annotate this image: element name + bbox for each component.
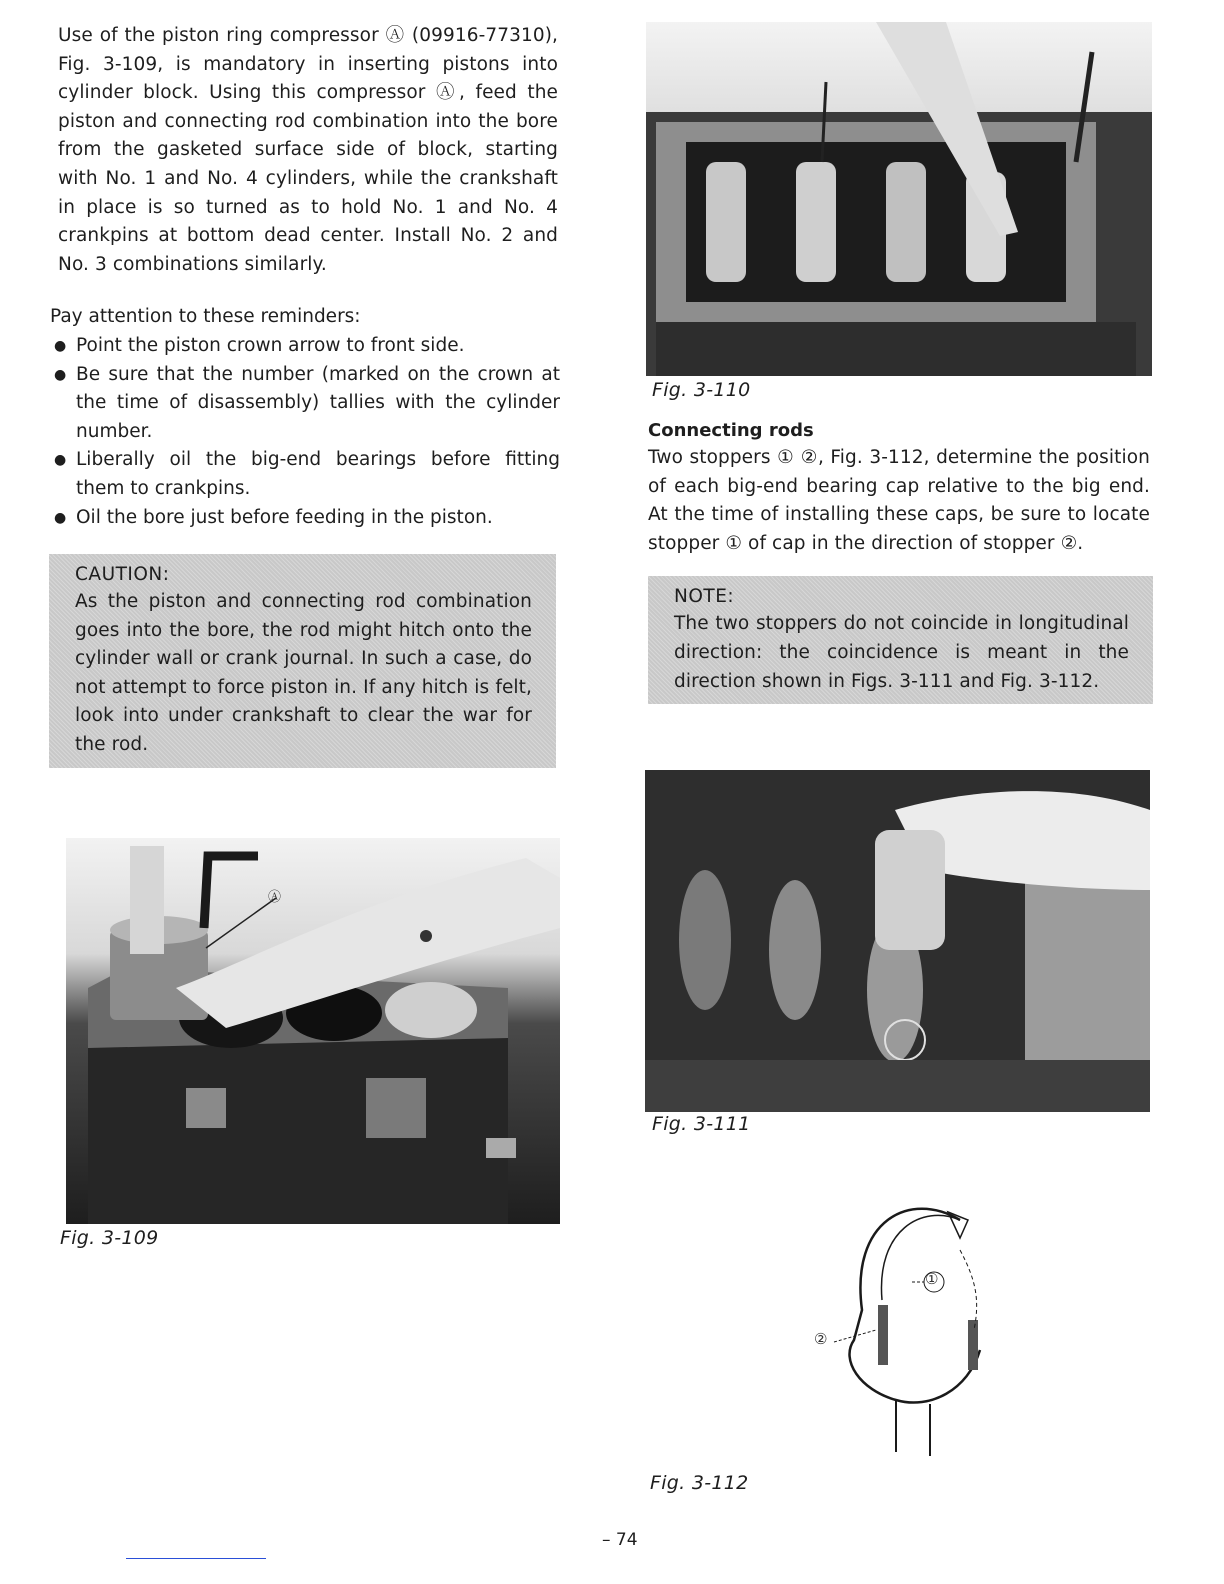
figure-3-109-caption: Fig. 3-109 [60,1227,159,1249]
figure-3-111-photo [645,770,1150,1112]
figure-3-112-caption: Fig. 3-112 [650,1472,749,1494]
figure-3-112-drawing [800,1190,1010,1470]
note-text: The two stoppers do not coincide in longitudinal direction: the coincidence is meant in the direction shown in Figs. 3-111 and Fig. 3-112. [674,613,1129,692]
figure-3-111-caption: Fig. 3-111 [652,1113,751,1135]
caution-title: CAUTION: [75,564,170,586]
figure-3-110-drawing [646,22,1152,376]
page-number: – 74 [602,1530,638,1550]
connecting-rods-text: Two stoppers ① ②, Fig. 3-112, determine the position of each big-end bearing cap relative to the big end. At the time of installing these caps, be sure to locate stopper ① of cap in the direction of stopper ②. [648,447,1150,554]
caution-box [49,554,556,768]
figure-3-110-caption: Fig. 3-110 [652,379,751,401]
list-item: ● Point the piston crown arrow to front side. [50,332,560,361]
reminders-heading: Pay attention to these reminders: [50,306,361,328]
figure-3-109-drawing [66,838,560,1224]
note-title: NOTE: [674,586,735,608]
right-column-text [648,402,1150,704]
figure-3-112-label-2: ② [814,1330,828,1348]
list-item: ● Oil the bore just before feeding in the piston. [50,504,560,533]
bullet-icon: ● [54,509,67,526]
bullet-icon: ● [54,452,67,469]
figure-3-109-label-a: Ⓐ [268,890,282,905]
figure-3-112-label-1: ① [925,1270,939,1288]
caution-text: As the piston and connecting rod combination goes into the bore, the rod might hitch onto the cylinder wall or crank journal. In such a case, do not attempt to force piston in. If any hitch is felt, look into under crankshaft to clear the war for the rod. [75,591,532,756]
reminders-list [50,332,560,532]
list-item: ● Liberally oil the big-end bearings before fitting them to crankpins. [50,446,560,503]
figure-3-109-photo [66,838,560,1224]
left-column [50,22,560,768]
figure-3-111-drawing [645,770,1150,1112]
connecting-rods-heading: Connecting rods [648,420,814,441]
figure-3-110-photo [646,22,1152,376]
intro-paragraph: Use of the piston ring compressor Ⓐ (09916-77310), Fig. 3-109, is mandatory in inserting pistons into cylinder block. Using this compressor Ⓐ, feed the piston and connecting rod combination into the bore from the gasketed surface side of block, starting with No. 1 and No. 4 cylinders, while the crankshaft in place is so turned as to hold No. 1 and No. 4 crankpins at bottom dead center. Install No. 2 and No. 3 combinations similarly. [58,25,558,275]
list-item: ● Be sure that the number (marked on the crown at the time of disassembly) tallies with the cylinder number. [50,361,560,447]
bullet-icon: ● [54,366,67,383]
footer-rule [126,1558,266,1559]
note-box [648,576,1153,704]
bullet-icon: ● [54,337,67,354]
